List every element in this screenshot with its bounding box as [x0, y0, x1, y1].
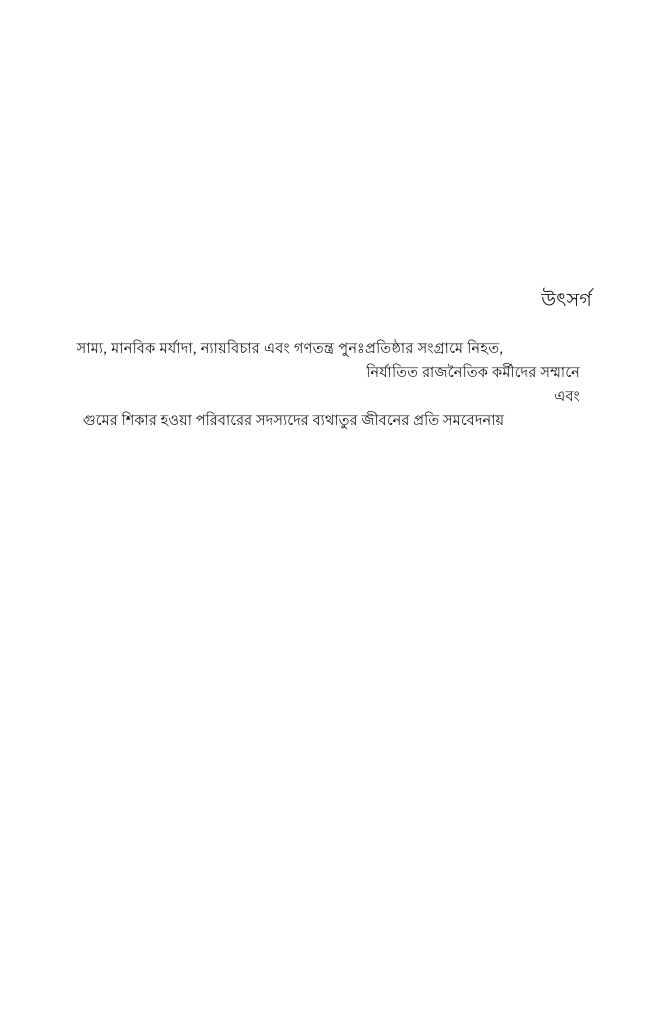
dedication-line-3: এবং — [554, 389, 580, 405]
dedication-line-1: সাম্য, মানবিক মর্যাদা, ন্যায়বিচার এবং গণতন্ত্র পুনঃপ্রতিষ্ঠার সংগ্রামে নিহত, — [76, 341, 504, 357]
dedication-line-2: নির্যাতিত রাজনৈতিক কর্মীদের সম্মানে — [366, 365, 580, 381]
dedication-line-4: গুমের শিকার হওয়া পরিবারের সদস্যদের ব্যথাতুর জীবনের প্রতি সমবেদনায় — [82, 413, 505, 429]
dedication-heading: উৎসর্গ — [541, 290, 592, 311]
